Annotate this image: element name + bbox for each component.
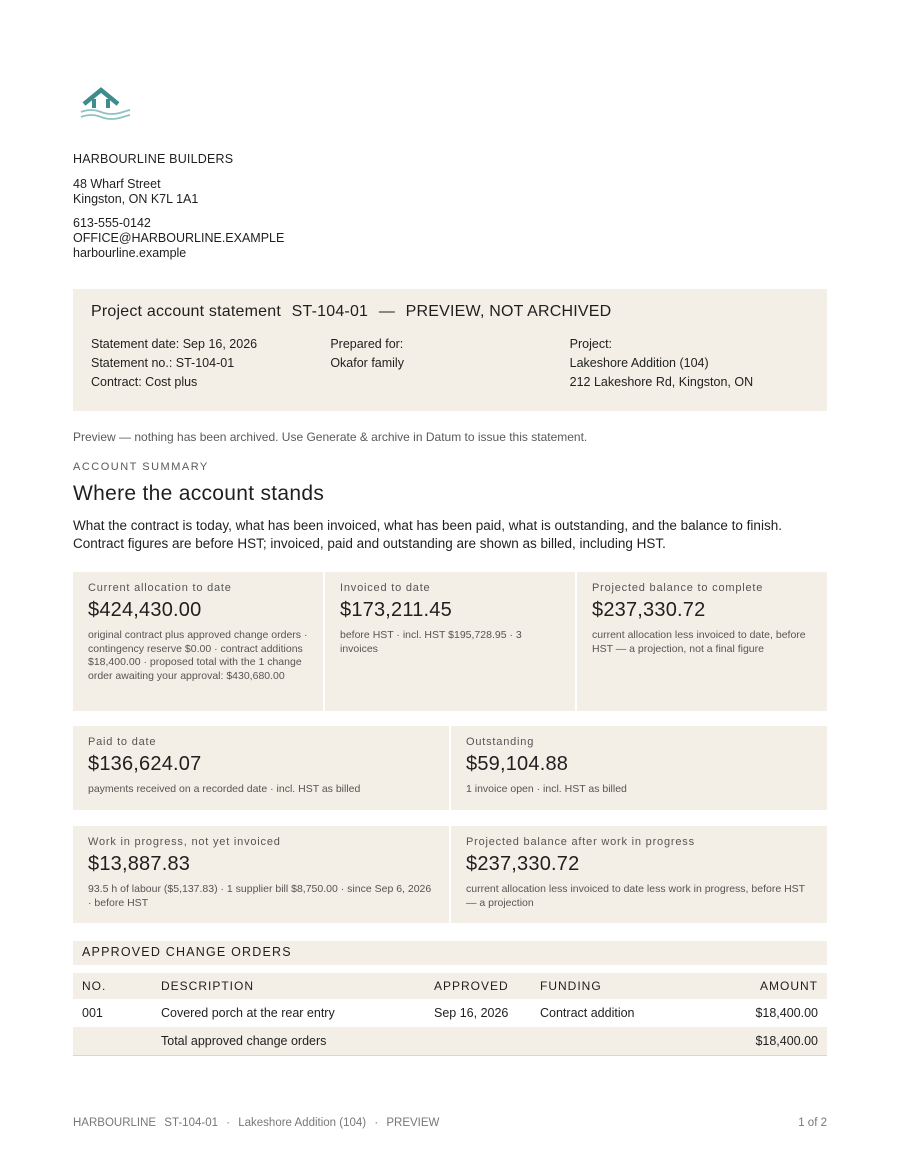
footer-separator: · bbox=[226, 1117, 231, 1129]
card-label: Paid to date bbox=[88, 736, 157, 748]
card-label: Outstanding bbox=[466, 736, 535, 748]
change-order-amount: $18,400.00 bbox=[755, 1006, 818, 1020]
company-email: OFFICE@HARBOURLINE.EXAMPLE bbox=[73, 231, 285, 245]
prepared-for-column bbox=[330, 335, 569, 392]
address-line-1: 48 Wharf Street bbox=[73, 177, 161, 191]
balance-after-wip-card bbox=[451, 826, 827, 923]
card-note: payments received on a recorded date · incl. HST as billed bbox=[88, 783, 361, 795]
card-value: $13,887.83 bbox=[88, 853, 191, 875]
section-heading: Where the account stands bbox=[73, 482, 325, 505]
paid-card bbox=[73, 726, 449, 810]
change-order-funding: Contract addition bbox=[540, 1006, 635, 1020]
table-header-row bbox=[73, 973, 827, 999]
card-value: $237,330.72 bbox=[592, 599, 706, 621]
summary-cards-row-3 bbox=[73, 826, 827, 923]
column-header-funding: FUNDING bbox=[531, 973, 671, 999]
card-label: Invoiced to date bbox=[340, 582, 431, 594]
total-spacer bbox=[73, 1027, 152, 1055]
section-label: ACCOUNT SUMMARY bbox=[73, 461, 209, 473]
footer-project: Lakeshore Addition (104) bbox=[238, 1117, 367, 1129]
statement-number: ST-104-01 bbox=[291, 303, 369, 320]
card-value: $173,211.45 bbox=[340, 599, 452, 621]
column-header-approved: APPROVED bbox=[425, 973, 531, 999]
intro-line-2: Contract figures are before HST; invoiced, paid and outstanding are shown as billed, including HST. bbox=[73, 536, 666, 551]
contract-type: Contract: Cost plus bbox=[91, 375, 198, 389]
card-label: Work in progress, not yet invoiced bbox=[88, 836, 281, 848]
page-footer bbox=[73, 1117, 827, 1129]
card-value: $237,330.72 bbox=[466, 853, 580, 875]
project-address: 212 Lakeshore Rd, Kingston, ON bbox=[569, 375, 754, 389]
card-note: 1 invoice open · incl. HST as billed bbox=[466, 783, 627, 795]
change-order-approved: Sep 16, 2026 bbox=[434, 1006, 509, 1020]
project-name: Lakeshore Addition (104) bbox=[569, 356, 709, 370]
total-amount: $18,400.00 bbox=[671, 1027, 827, 1055]
company-contact bbox=[73, 216, 284, 261]
footer-separator: · bbox=[374, 1117, 379, 1129]
summary-cards-row-2 bbox=[73, 726, 827, 810]
card-note: current allocation less invoiced to date less work in progress, before HST — a projection bbox=[466, 883, 805, 909]
change-orders-heading: APPROVED CHANGE ORDERS bbox=[73, 941, 827, 965]
footer-status: PREVIEW bbox=[386, 1117, 440, 1129]
change-order-no: 001 bbox=[82, 1006, 103, 1020]
title-dash: — bbox=[378, 303, 396, 320]
card-value: $136,624.07 bbox=[88, 753, 202, 775]
company-phone: 613-555-0142 bbox=[73, 216, 151, 230]
column-header-amount: AMOUNT bbox=[671, 973, 827, 999]
invoiced-card bbox=[325, 572, 575, 711]
statement-meta bbox=[91, 335, 809, 392]
statement-date: Statement date: Sep 16, 2026 bbox=[91, 337, 258, 351]
company-address bbox=[73, 177, 284, 207]
change-order-description: Covered porch at the rear entry bbox=[161, 1006, 335, 1020]
company-block bbox=[73, 152, 284, 261]
footer-left bbox=[73, 1117, 439, 1129]
column-header-description: DESCRIPTION bbox=[152, 973, 425, 999]
change-orders-table bbox=[73, 973, 827, 1056]
intro-line-1: What the contract is today, what has been invoiced, what has been paid, what is outstanding, and the balance to finish. bbox=[73, 518, 782, 533]
card-value: $59,104.88 bbox=[466, 753, 569, 775]
work-in-progress-card bbox=[73, 826, 449, 923]
project-column bbox=[570, 335, 809, 392]
card-label: Projected balance to complete bbox=[592, 582, 764, 594]
current-allocation-card bbox=[73, 572, 323, 711]
preview-note: Preview — nothing has been archived. Use Generate & archive in Datum to issue this statement. bbox=[73, 430, 588, 444]
total-label: Total approved change orders bbox=[152, 1027, 671, 1055]
company-name: HARBOURLINE BUILDERS bbox=[73, 152, 234, 166]
summary-cards-row-1 bbox=[73, 572, 827, 711]
address-line-2: Kingston, ON K7L 1A1 bbox=[73, 192, 199, 206]
prepared-for-label: Prepared for: bbox=[330, 337, 404, 351]
column-header-no: NO. bbox=[73, 973, 152, 999]
statement-details-column bbox=[91, 335, 330, 392]
card-label: Projected balance after work in progress bbox=[466, 836, 695, 848]
project-label: Project: bbox=[569, 337, 613, 351]
card-note: before HST · incl. HST $195,728.95 · 3 invoices bbox=[340, 629, 522, 655]
card-note: current allocation less invoiced to date, before HST — a projection, not a final figure bbox=[592, 629, 806, 655]
card-note: original contract plus approved change orders · contingency reserve $0.00 · contract additions $18,400.00 · proposed total with the 1 change order awaiting your approval: $430,680.00 bbox=[88, 629, 308, 682]
card-label: Current allocation to date bbox=[88, 582, 232, 594]
footer-page-number: 1 of 2 bbox=[798, 1117, 827, 1129]
footer-company: HARBOURLINE bbox=[73, 1117, 157, 1129]
house-over-waves-icon bbox=[78, 86, 130, 122]
statement-number-line: Statement no.: ST-104-01 bbox=[91, 356, 235, 370]
projected-balance-card bbox=[577, 572, 827, 711]
table-row bbox=[73, 999, 827, 1027]
company-website: harbourline.example bbox=[73, 246, 187, 260]
total-row bbox=[73, 1027, 827, 1055]
footer-number: ST-104-01 bbox=[164, 1117, 218, 1129]
outstanding-card bbox=[451, 726, 827, 810]
card-value: $424,430.00 bbox=[88, 599, 202, 621]
statement-status: PREVIEW, NOT ARCHIVED bbox=[405, 303, 612, 320]
statement-title-text: Project account statement bbox=[91, 303, 281, 320]
statement-header-box bbox=[73, 289, 827, 411]
prepared-for-name: Okafor family bbox=[330, 356, 404, 370]
card-note: 93.5 h of labour ($5,137.83) · 1 supplier bill $8,750.00 · since Sep 6, 2026 · before HST bbox=[88, 883, 432, 909]
summary-intro bbox=[73, 517, 827, 553]
statement-title bbox=[91, 303, 809, 321]
